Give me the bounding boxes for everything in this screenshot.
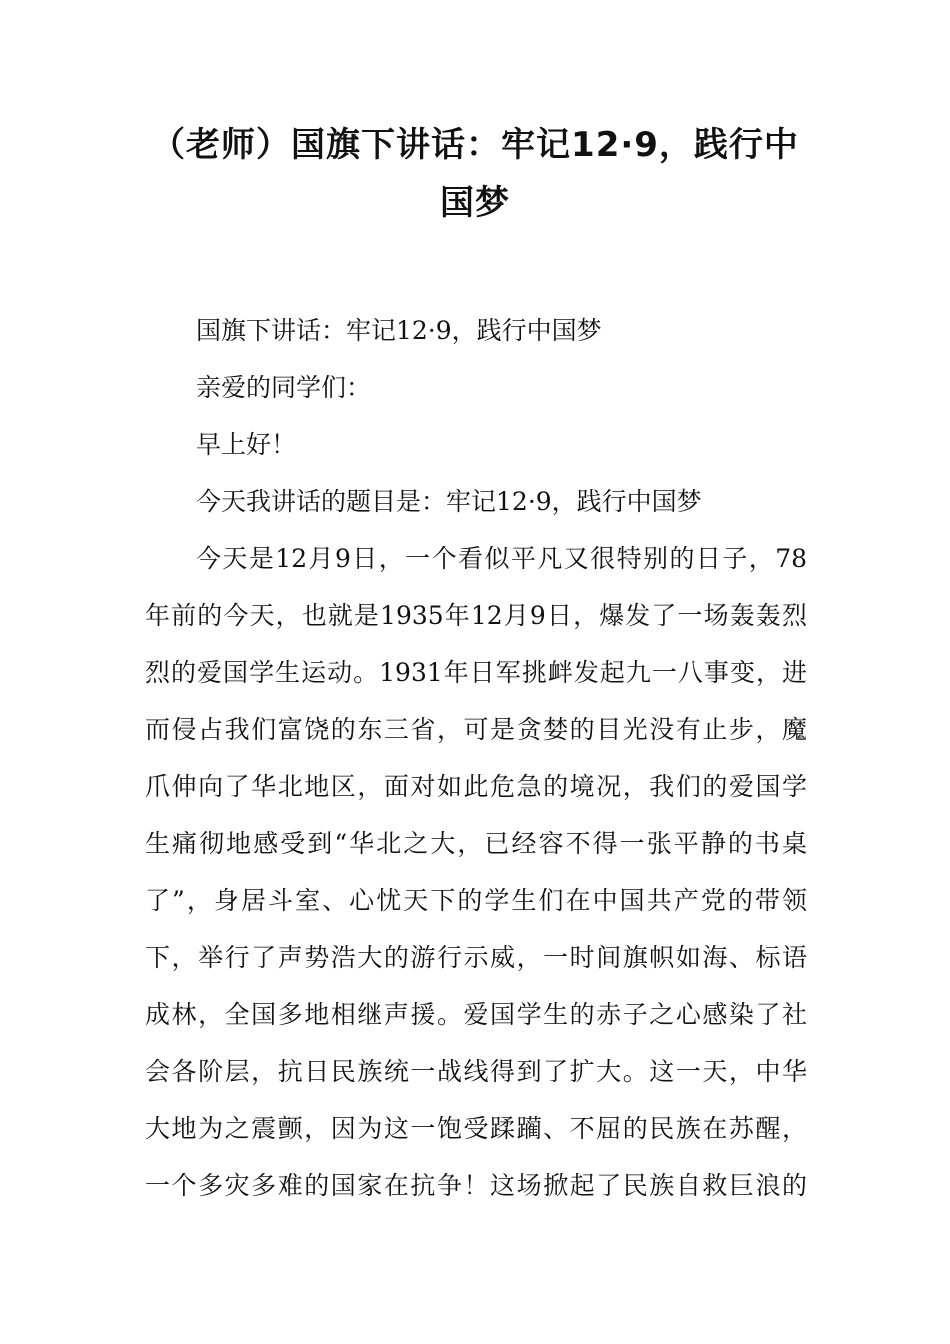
paragraph-line: 下，举行了声势浩大的游行示威，一时间旗帜如海、标语: [145, 943, 807, 972]
paragraph-line: 成林，全国多地相继声援。爱国学生的赤子之心感染了社: [145, 1000, 807, 1029]
title-line-1: （老师）国旗下讲话：牢记12·9，践行中: [151, 125, 799, 165]
paragraph-line: 烈的爱国学生运动。1931年日军挑衅发起九一八事变，进: [145, 658, 807, 687]
document-title: [110, 116, 840, 232]
paragraph-line: 年前的今天，也就是1935年12月9日，爆发了一场轰轰烈: [145, 601, 807, 630]
paragraph-line: 爪伸向了华北地区，面对如此危急的境况，我们的爱国学: [145, 772, 807, 801]
paragraph-line: 一个多灾多难的国家在抗争！这场掀起了民族自救巨浪的: [145, 1171, 807, 1200]
topic-line: 今天我讲话的题目是：牢记12·9，践行中国梦: [196, 487, 702, 516]
paragraph-line: 大地为之震颤，因为这一饱受蹂躏、不屈的民族在苏醒，: [145, 1114, 807, 1143]
paragraph-line: 而侵占我们富饶的东三省，可是贪婪的目光没有止步，魔: [145, 715, 807, 744]
paragraph-line: 今天是12月9日，一个看似平凡又很特别的日子，78: [196, 544, 807, 573]
paragraph-line: 会各阶层，抗日民族统一战线得到了扩大。这一天，中华: [145, 1057, 807, 1086]
greeting-line: 早上好！: [196, 430, 297, 459]
salutation-line: 亲爱的同学们：: [196, 373, 372, 402]
paragraph-line: 了”，身居斗室、心忧天下的学生们在中国共产党的带领: [145, 886, 807, 915]
document-body: [145, 302, 807, 1214]
title-line-2: 国梦: [440, 183, 510, 223]
paragraph-line: 生痛彻地感受到“华北之大，已经容不得一张平静的书桌: [145, 829, 807, 858]
subtitle-line: 国旗下讲话：牢记12·9，践行中国梦: [196, 316, 602, 345]
body-paragraph: [145, 530, 807, 1214]
